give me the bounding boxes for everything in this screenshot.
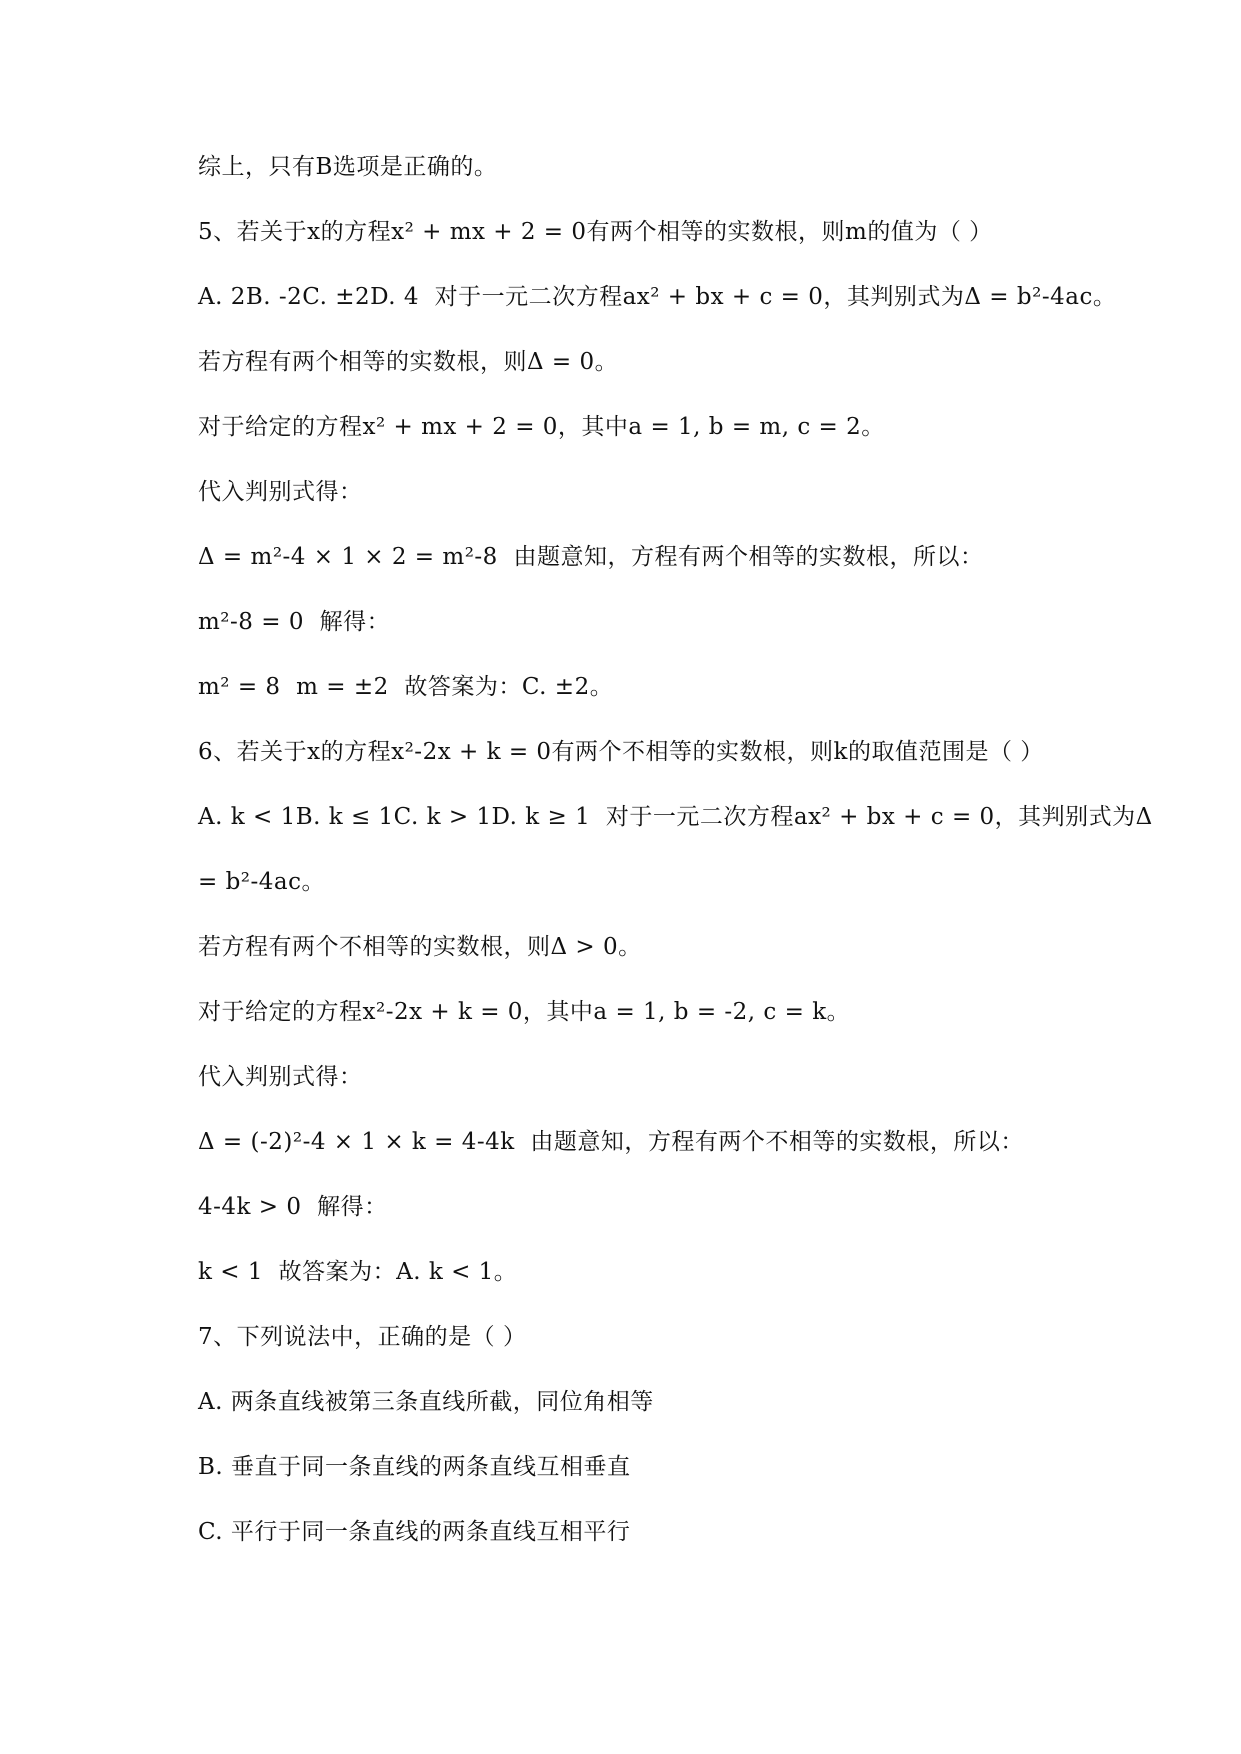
text-line — [198, 1125, 1098, 1159]
text-line — [198, 1060, 1098, 1094]
line-text: = b²-4ac。 — [198, 869, 326, 895]
line-text: 代入判别式得： — [198, 479, 363, 505]
line-text: B. 垂直于同一条直线的两条直线互相垂直 — [198, 1454, 631, 1480]
line-text: 4-4k > 0 解得： — [198, 1194, 388, 1220]
question-7-option-c — [198, 1515, 1098, 1549]
line-text: 5、若关于x的方程x² + mx + 2 = 0有两个相等的实数根，则m的值为（ ） — [198, 219, 993, 245]
text-line — [198, 995, 1098, 1029]
line-text: A. k < 1B. k ≤ 1C. k > 1D. k ≥ 1 对于一元二次方程ax² + bx + c = 0，其判别式为Δ — [198, 804, 1153, 830]
line-text: 代入判别式得： — [198, 1064, 363, 1090]
line-text: 若方程有两个不相等的实数根，则Δ > 0。 — [198, 934, 642, 960]
line-text: Δ = (-2)²-4 × 1 × k = 4-4k 由题意知，方程有两个不相等的实数根，所以： — [198, 1129, 1024, 1155]
line-text: 对于给定的方程x² + mx + 2 = 0，其中a = 1, b = m, c = 2。 — [198, 414, 885, 440]
line-text: 6、若关于x的方程x²-2x + k = 0有两个不相等的实数根，则k的取值范围是（ ） — [198, 739, 1044, 765]
line-text: 若方程有两个相等的实数根，则Δ = 0。 — [198, 349, 619, 375]
question-6-options — [198, 800, 1153, 834]
line-text: C. 平行于同一条直线的两条直线互相平行 — [198, 1519, 631, 1545]
line-text: 对于给定的方程x²-2x + k = 0，其中a = 1, b = -2, c = k。 — [198, 999, 851, 1025]
text-line — [198, 410, 1098, 444]
question-5-options — [198, 280, 1117, 314]
line-text: m²-8 = 0 解得： — [198, 609, 391, 635]
line-text: 综上，只有B选项是正确的。 — [198, 154, 498, 180]
text-line — [198, 930, 1098, 964]
text-line — [198, 1190, 1098, 1224]
line-text: A. 2B. -2C. ±2D. 4 对于一元二次方程ax² + bx + c = 0，其判别式为Δ = b²-4ac。 — [198, 284, 1117, 310]
text-line — [198, 605, 1098, 639]
question-6-answer — [198, 1255, 1098, 1289]
line-text: Δ = m²-4 × 1 × 2 = m²-8 由题意知，方程有两个相等的实数根，所以： — [198, 544, 984, 570]
question-7-option-a — [198, 1385, 1098, 1419]
document-page — [198, 150, 1153, 1580]
line-text: m² = 8 m = ±2 故答案为：C. ±2。 — [198, 674, 614, 700]
question-7-stem — [198, 1320, 1098, 1354]
question-7-option-b — [198, 1450, 1098, 1484]
line-text: k < 1 故答案为：A. k < 1。 — [198, 1259, 518, 1285]
text-line — [198, 150, 1098, 184]
text-line — [198, 475, 1098, 509]
text-line — [198, 865, 1098, 899]
question-6-stem — [198, 735, 1098, 769]
line-text: 7、下列说法中，正确的是（ ） — [198, 1324, 527, 1350]
line-text: A. 两条直线被第三条直线所截，同位角相等 — [198, 1389, 654, 1415]
text-line — [198, 345, 1098, 379]
question-5-answer — [198, 670, 1098, 704]
text-line — [198, 540, 1098, 574]
question-5-stem — [198, 215, 1098, 249]
